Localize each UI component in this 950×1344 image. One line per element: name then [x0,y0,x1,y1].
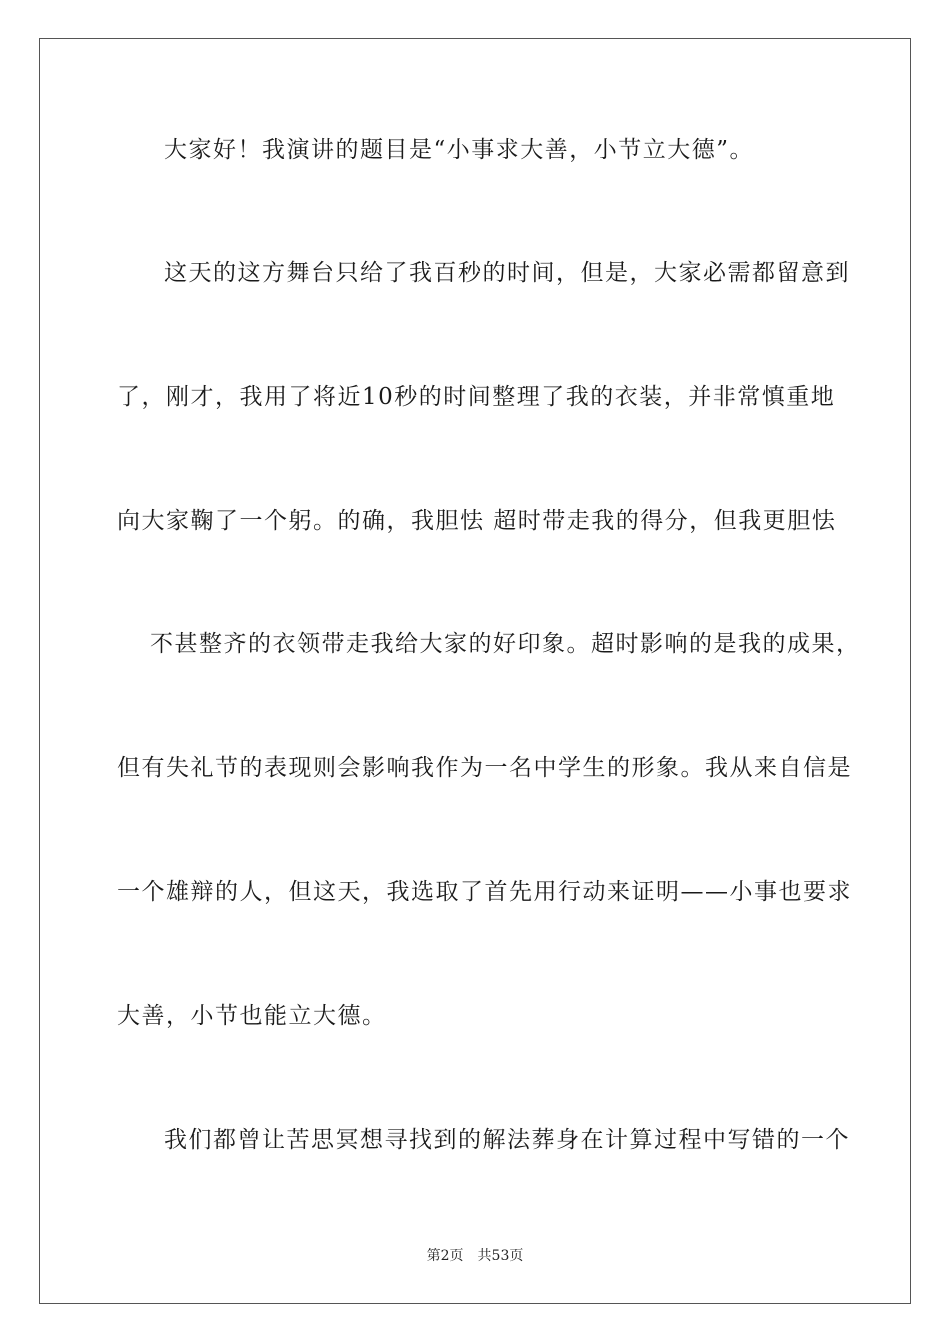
page-footer [0,1246,950,1266]
text-line-5: 不甚整齐的衣领带走我给大家的好印象。超时影响的是我的成果， [150,631,861,657]
text-line-6: 但有失礼节的表现则会影响我作为一名中学生的形象。我从来自信是 [117,755,852,781]
page-total: 共53页 [477,1248,524,1264]
text-line-3: 了，刚才，我用了将近10秒的时间整理了我的衣装，并非常慎重地 [117,384,836,410]
page-number: 第2页 [426,1248,464,1264]
page-border [39,38,911,1304]
text-line-2: 这天的这方舞台只给了我百秒的时间，但是，大家必需都留意到 [164,260,850,286]
text-line-4: 向大家鞠了一个躬。的确，我胆怯 超时带走我的得分，但我更胆怯 [117,508,837,534]
text-line-9: 我们都曾让苦思冥想寻找到的解法葬身在计算过程中写错的一个 [164,1127,850,1153]
text-line-1: 大家好！我演讲的题目是“小事求大善，小节立大德”。 [164,137,755,163]
text-line-8: 大善，小节也能立大德。 [117,1003,387,1029]
text-line-7: 一个雄辩的人，但这天，我选取了首先用行动来证明——小事也要求 [117,879,852,905]
